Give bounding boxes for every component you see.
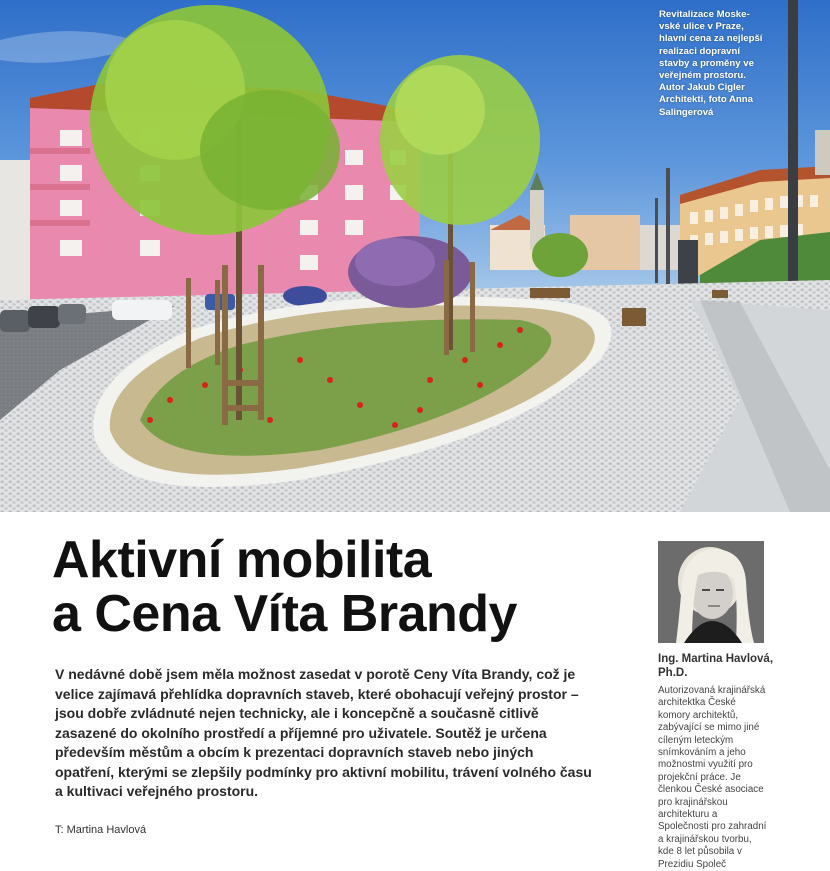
- article-title: [52, 533, 517, 641]
- photo-caption: Revitalizace Moske- vské ulice v Praze, hlavní cena za nejlepší realizaci dopravní stavby a proměny ve veřejném prostoru. Autor Jakub Cigler Architekti, foto Anna Salingerová: [659, 9, 763, 118]
- author-portrait-illustration: [658, 541, 764, 643]
- author-name: Ing. Martina Havlová, Ph.D.: [658, 653, 774, 679]
- article-title-line-2: a Cena Víta Brandy: [52, 585, 517, 643]
- author-bio: Autorizovaná krajinářská architektka České komory architektů, zabývající se mimo jiné cíleným leteckým snímkováním a jeho možnostmi využití pro projekční práce. Je členkou České asociace pro krajinářskou architekturu a Společnosti pro zahradní a krajinářskou tvorbu, kde 8 let působila v Prezidiu Společ: [658, 685, 767, 870]
- author-portrait: [658, 541, 764, 643]
- text-credit: T: Martina Havlová: [55, 824, 147, 836]
- article-title-line-1: Aktivní mobilita: [52, 531, 432, 589]
- article-lead: V nedávné době jsem měla možnost zasedat v porotě Ceny Víta Brandy, což je velice zajímavá přehlídka dopravních staveb, které obohacují veřejný prostor – jsou dobře zvládnuté nejen technicky, ale i koncepčně a současně citlivě zasazené do okolního prostředí a příjemné pro uživatele. Soutěž je určena především městům a obcím k prezentaci dopravních staveb nebo jiných opatření, kterými se zlepšily podmínky pro aktivní mobilitu, trávení volného času a kultivaci veřejného prostoru.: [55, 666, 592, 799]
